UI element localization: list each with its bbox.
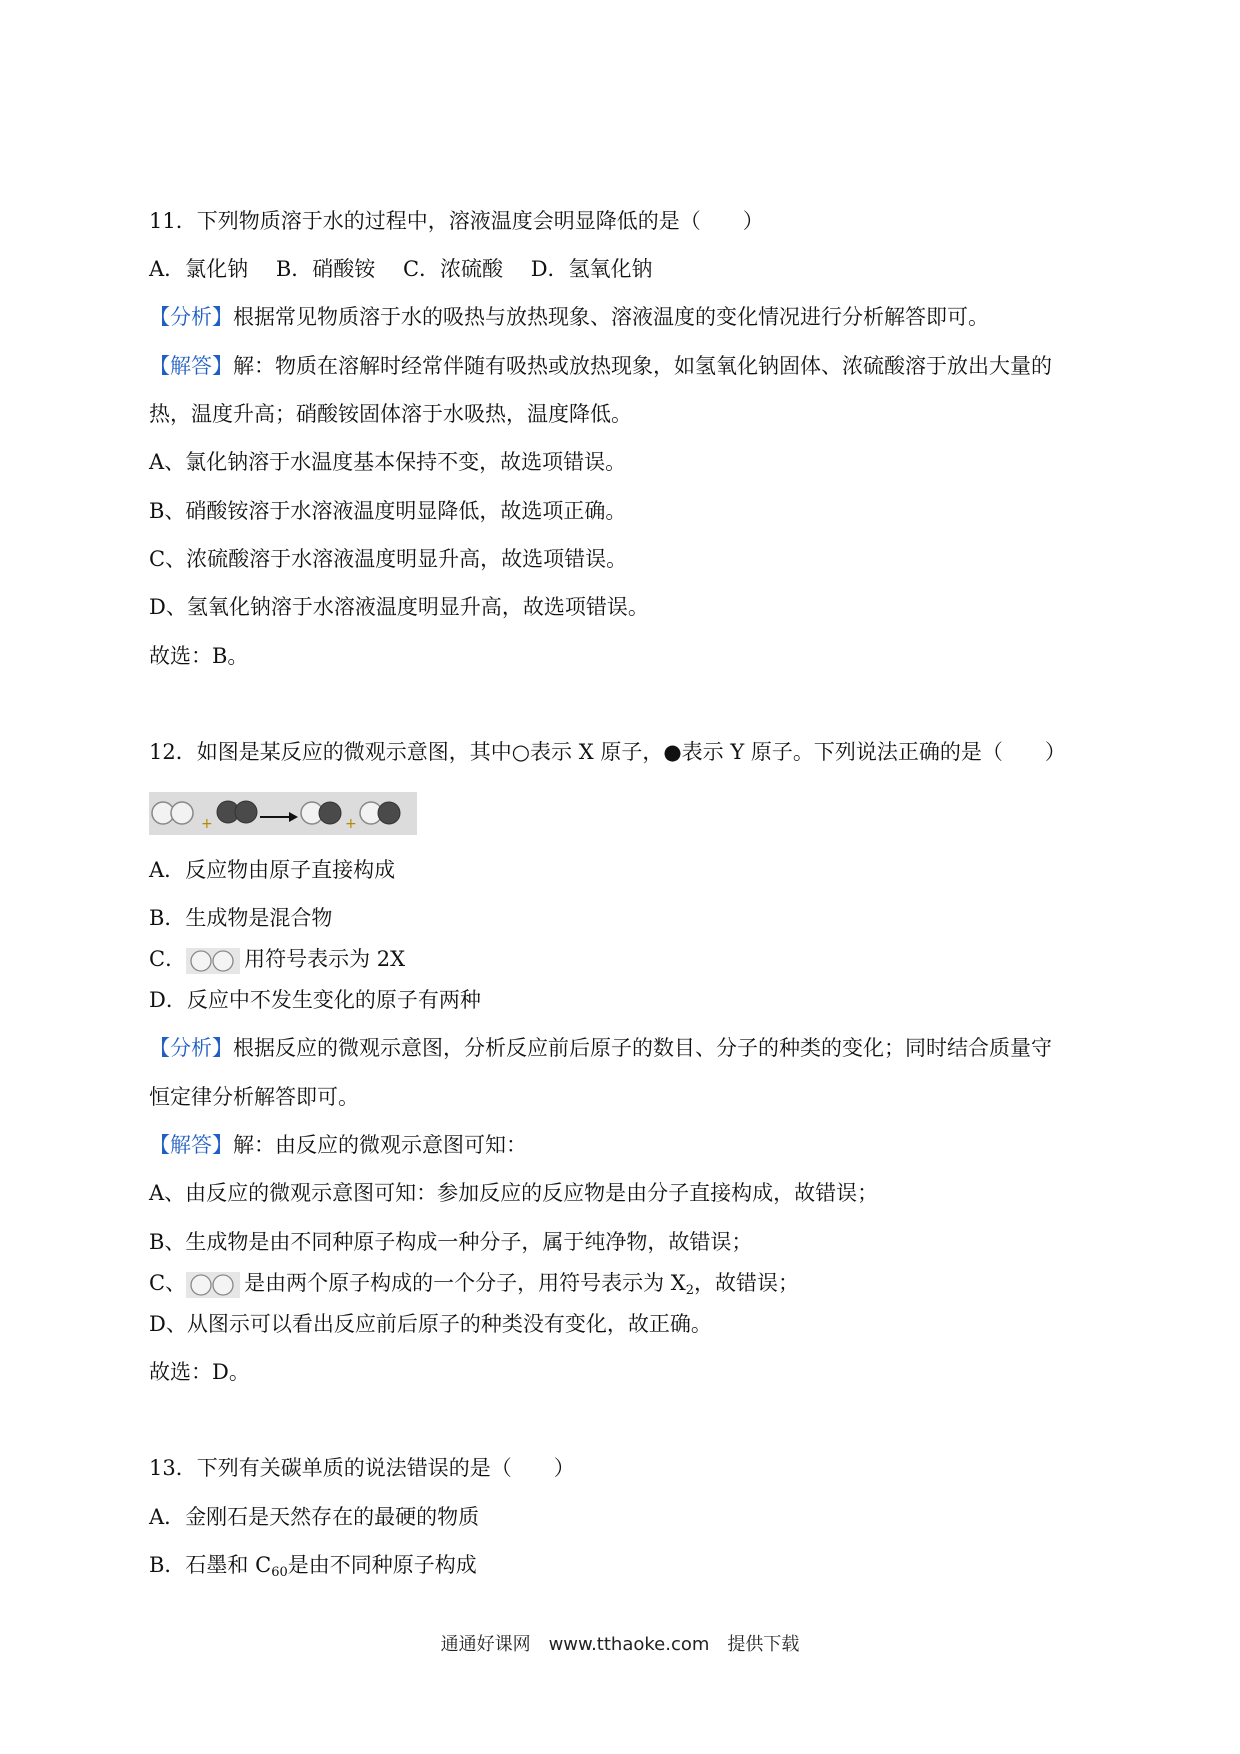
answer-c-prefix: C、 <box>149 1271 187 1295</box>
q11-choice: 故选：B。 <box>149 644 249 668</box>
q12-answer-intro <box>149 1130 527 1160</box>
q11-answer-1 <box>149 351 1052 381</box>
answer-text: 解：由反应的微观示意图可知： <box>233 1133 527 1157</box>
q11-answer-d: D、氢氧化钠溶于水溶液温度明显升高，故选项错误。 <box>149 595 649 619</box>
page-footer: 通通好课网 www.tthaoke.com 提供下载 <box>440 1634 800 1655</box>
q13-option-b <box>149 1550 477 1588</box>
analysis-text: 根据反应的微观示意图，分析反应前后原子的数目、分子的种类的变化；同时结合质量守 <box>233 1036 1052 1060</box>
analysis-tag: 【分析】 <box>149 305 233 329</box>
answer-c-end: ，故错误； <box>693 1271 799 1295</box>
x2-molecule-icon <box>186 1272 240 1298</box>
option-c-suffix: 用符号表示为 2X <box>244 947 406 971</box>
answer-tag: 【解答】 <box>149 1133 233 1157</box>
answer-c-text: 是由两个原子构成的一个分子，用符号表示为 X <box>244 1271 686 1295</box>
q11-answer-2: 热，温度升高；硝酸铵固体溶于水吸热，温度降低。 <box>149 402 632 426</box>
option-b-subscript: 60 <box>271 1565 288 1580</box>
q11-analysis <box>149 302 989 332</box>
q12-analysis-2: 恒定律分析解答即可。 <box>149 1085 359 1109</box>
x2-molecule-icon <box>186 948 240 974</box>
q12-stem: 12．如图是某反应的微观示意图，其中○表示 X 原子，●表示 Y 原子。下列说法正确的是（ ） <box>149 740 1066 764</box>
svg-text:+: + <box>345 816 357 832</box>
q12-option-c <box>149 944 405 974</box>
q12-answer-b: B、生成物是由不同种原子构成一种分子，属于纯净物，故错误； <box>149 1230 753 1254</box>
analysis-tag: 【分析】 <box>149 1036 233 1060</box>
q12-option-a: A．反应物由原子直接构成 <box>149 858 396 882</box>
q12-option-d: D．反应中不发生变化的原子有两种 <box>149 988 481 1012</box>
q11-answer-a: A、氯化钠溶于水温度基本保持不变，故选项错误。 <box>149 450 627 474</box>
q11-stem: 11．下列物质溶于水的过程中，溶液温度会明显降低的是（ ） <box>149 209 764 233</box>
option-b-prefix: B．石墨和 C <box>149 1553 272 1577</box>
q12-option-b: B．生成物是混合物 <box>149 906 333 930</box>
option-b-suffix: 是由不同种原子构成 <box>287 1553 477 1577</box>
q11-answer-c: C、浓硫酸溶于水溶液温度明显升高，故选项错误。 <box>149 547 628 571</box>
answer-tag: 【解答】 <box>149 354 233 378</box>
reaction-diagram <box>149 792 417 835</box>
option-c-prefix: C． <box>149 947 187 971</box>
q12-answer-a: A、由反应的微观示意图可知：参加反应的反应物是由分子直接构成，故错误； <box>149 1181 879 1205</box>
reaction-diagram-svg <box>149 792 417 835</box>
answer-text: 解：物质在溶解时经常伴随有吸热或放热现象，如氢氧化钠固体、浓硫酸溶于放出大量的 <box>233 354 1052 378</box>
q12-answer-d: D、从图示可以看出反应前后原子的种类没有变化，故正确。 <box>149 1312 712 1336</box>
q12-choice: 故选：D。 <box>149 1360 250 1384</box>
svg-text:+: + <box>201 816 213 832</box>
q12-answer-c <box>149 1268 799 1306</box>
q13-stem: 13．下列有关碳单质的说法错误的是（ ） <box>149 1456 575 1480</box>
analysis-text: 根据常见物质溶于水的吸热与放热现象、溶液温度的变化情况进行分析解答即可。 <box>233 305 989 329</box>
q12-analysis-1 <box>149 1033 1052 1063</box>
answer-c-subscript: 2 <box>685 1283 694 1298</box>
q13-option-a: A．金刚石是天然存在的最硬的物质 <box>149 1505 480 1529</box>
q11-answer-b: B、硝酸铵溶于水溶液温度明显降低，故选项正确。 <box>149 499 627 523</box>
q11-options: A．氯化钠 B．硝酸铵 C．浓硫酸 D．氢氧化钠 <box>149 257 653 281</box>
